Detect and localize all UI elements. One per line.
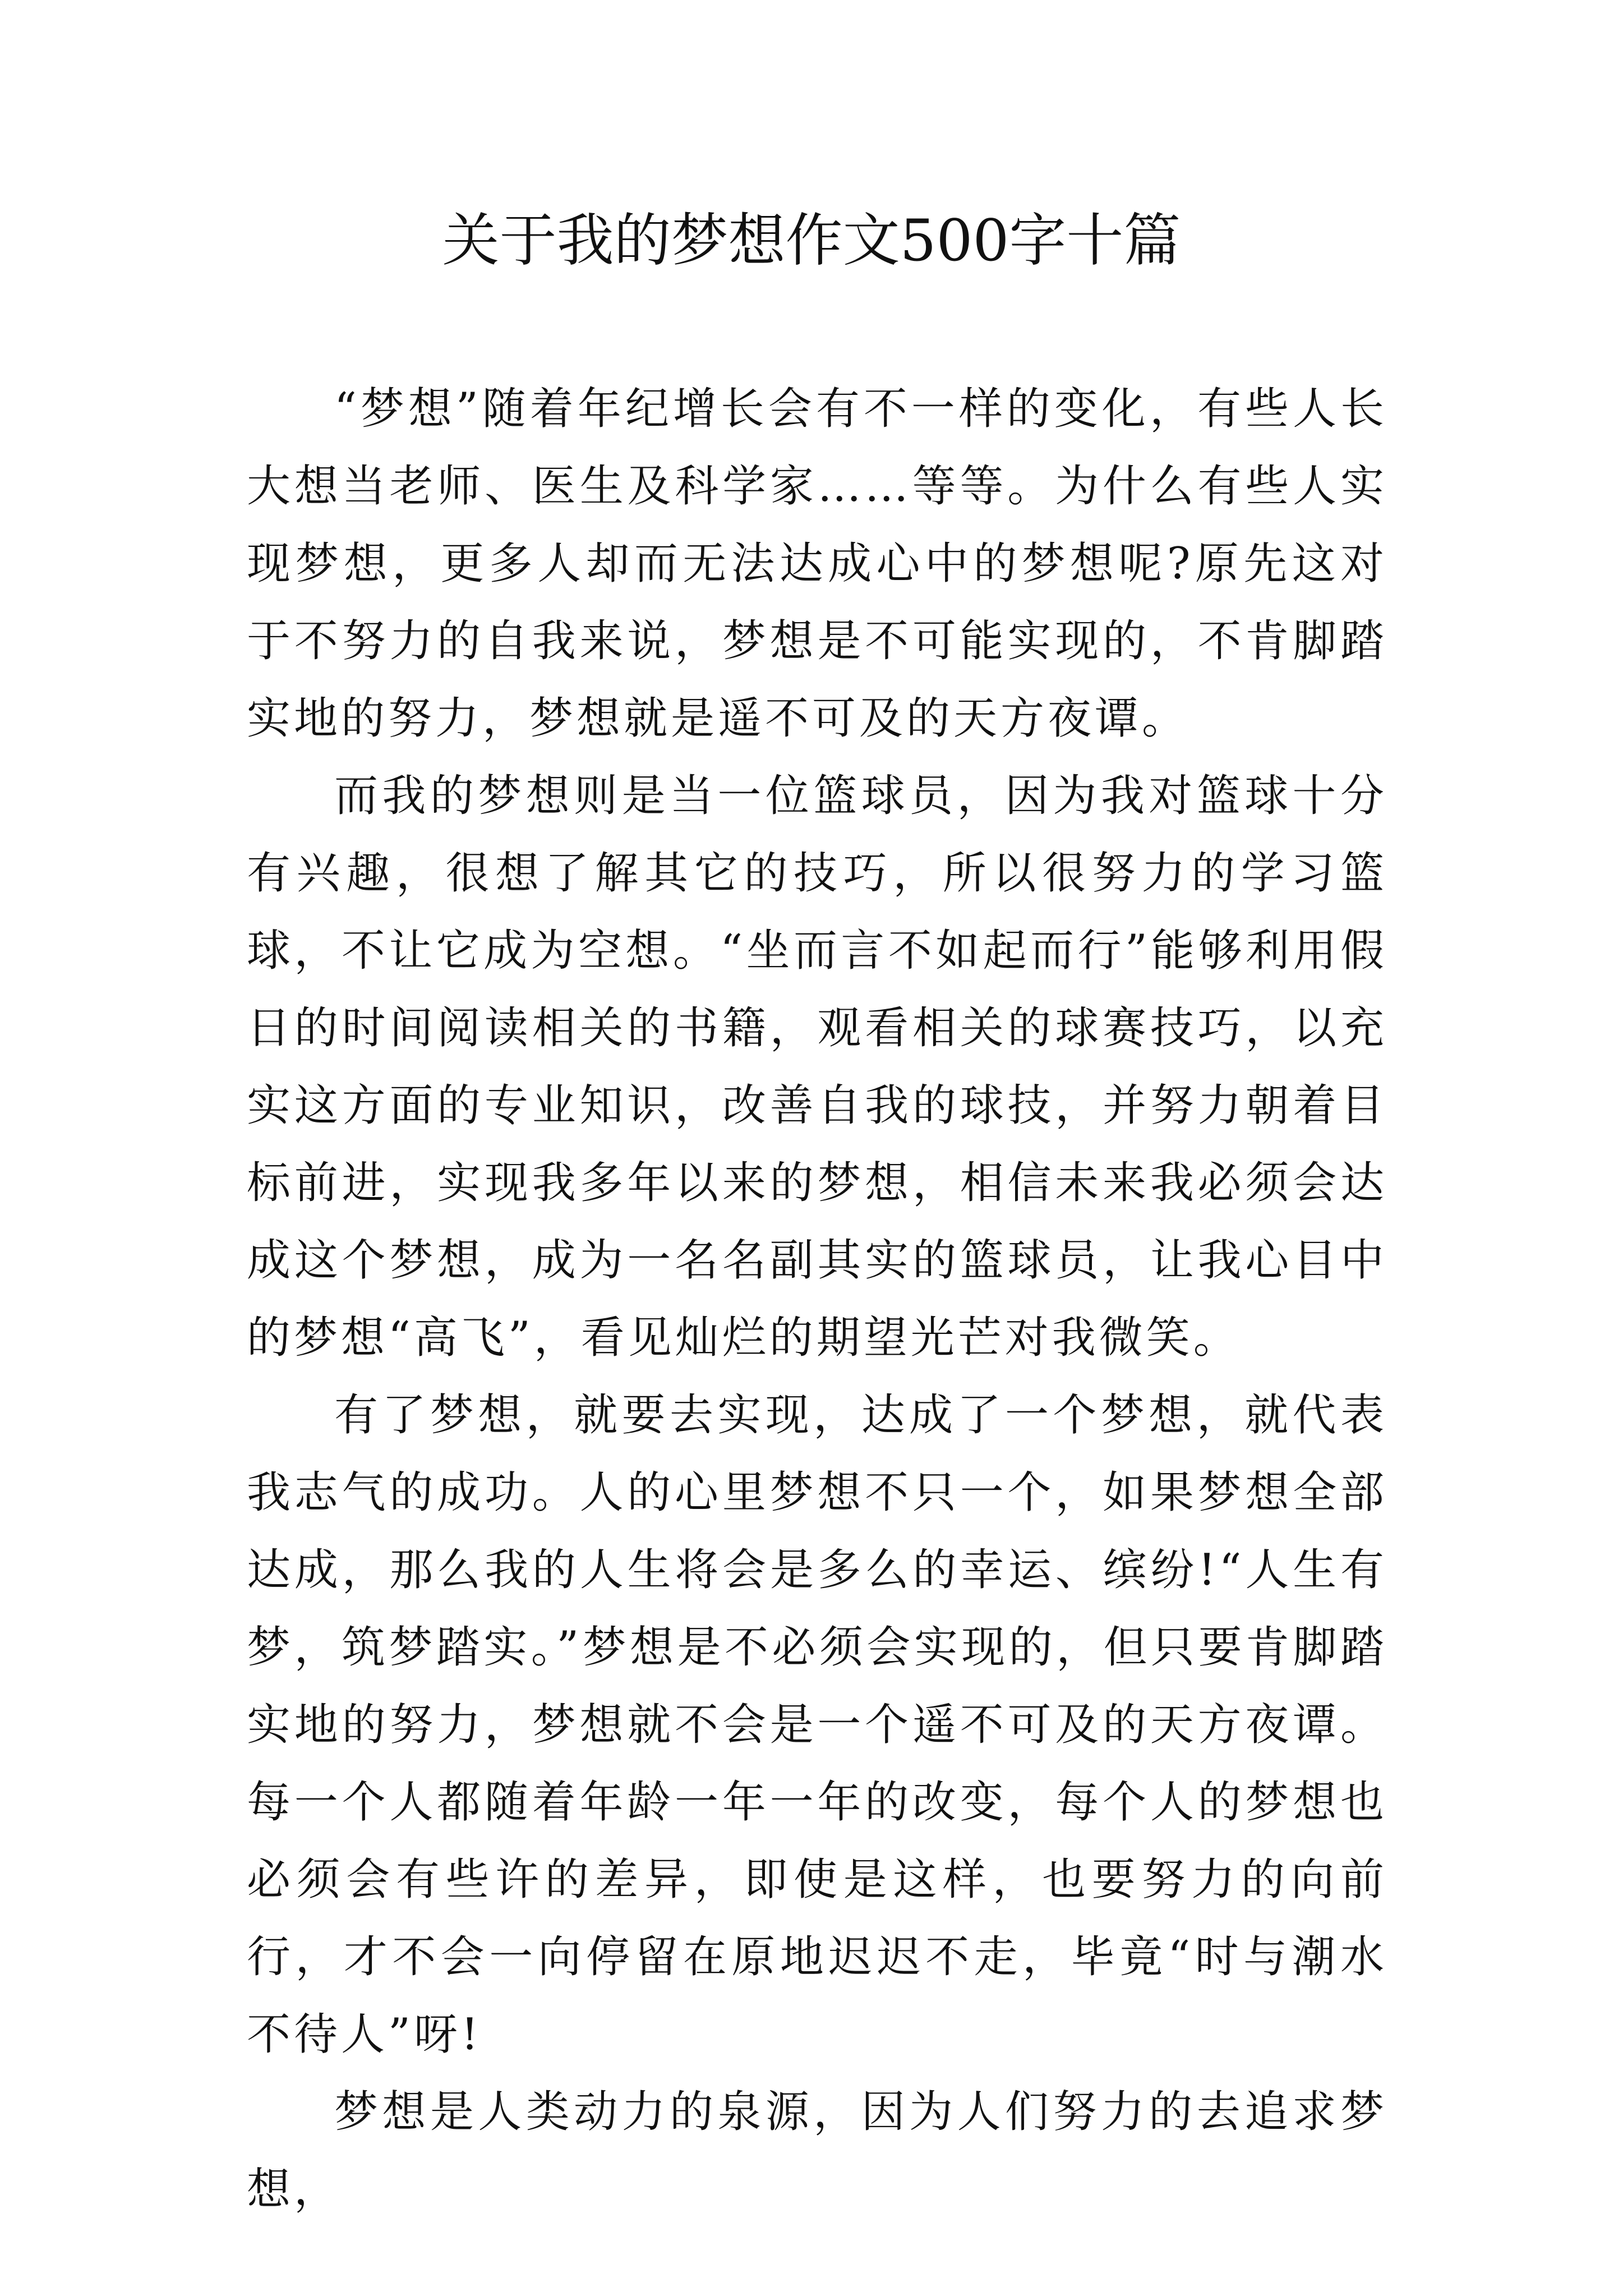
- document-body: [247, 370, 1387, 2228]
- document-title: 关于我的梦想作文500字十篇: [442, 208, 1181, 274]
- paragraph-4: 梦想是人类动力的泉源，因为人们努力的去追求梦想，: [247, 2087, 1387, 2215]
- paragraph-2: 而我的梦想则是当一位篮球员，因为我对篮球十分有兴趣，很想了解其它的技巧，所以很努力的学习篮球，不让它成为空想。“坐而言不如起而行”能够利用假日的时间阅读相关的书籍，观看相关的球赛技巧，以充实这方面的专业知识，改善自我的球技，并努力朝着目标前进，实现我多年以来的梦想，相信未来我必须会达成这个梦想，成为一名名副其实的篮球员，让我心目中的梦想“高飞”，看见灿烂的期望光芒对我微笑。: [247, 771, 1387, 1363]
- paragraph-3: 有了梦想，就要去实现，达成了一个梦想，就代表我志气的成功。人的心里梦想不只一个，如果梦想全部达成，那么我的人生将会是多么的幸运、缤纷!“人生有梦，筑梦踏实。”梦想是不必须会实现的，但只要肯脚踏实地的努力，梦想就不会是一个遥不可及的天方夜谭。每一个人都随着年龄一年一年的改变，每个人的梦想也必须会有些许的差异，即使是这样，也要努力的向前行，才不会一向停留在原地迟迟不走，毕竟“时与潮水不待人”呀!: [247, 1390, 1387, 2060]
- paragraph-1: “梦想”随着年纪增长会有不一样的变化，有些人长大想当老师、医生及科学家……等等。为什么有些人实现梦想，更多人却而无法达成心中的梦想呢?原先这对于不努力的自我来说，梦想是不可能实现的，不肯脚踏实地的努力，梦想就是遥不可及的天方夜谭。: [247, 384, 1387, 744]
